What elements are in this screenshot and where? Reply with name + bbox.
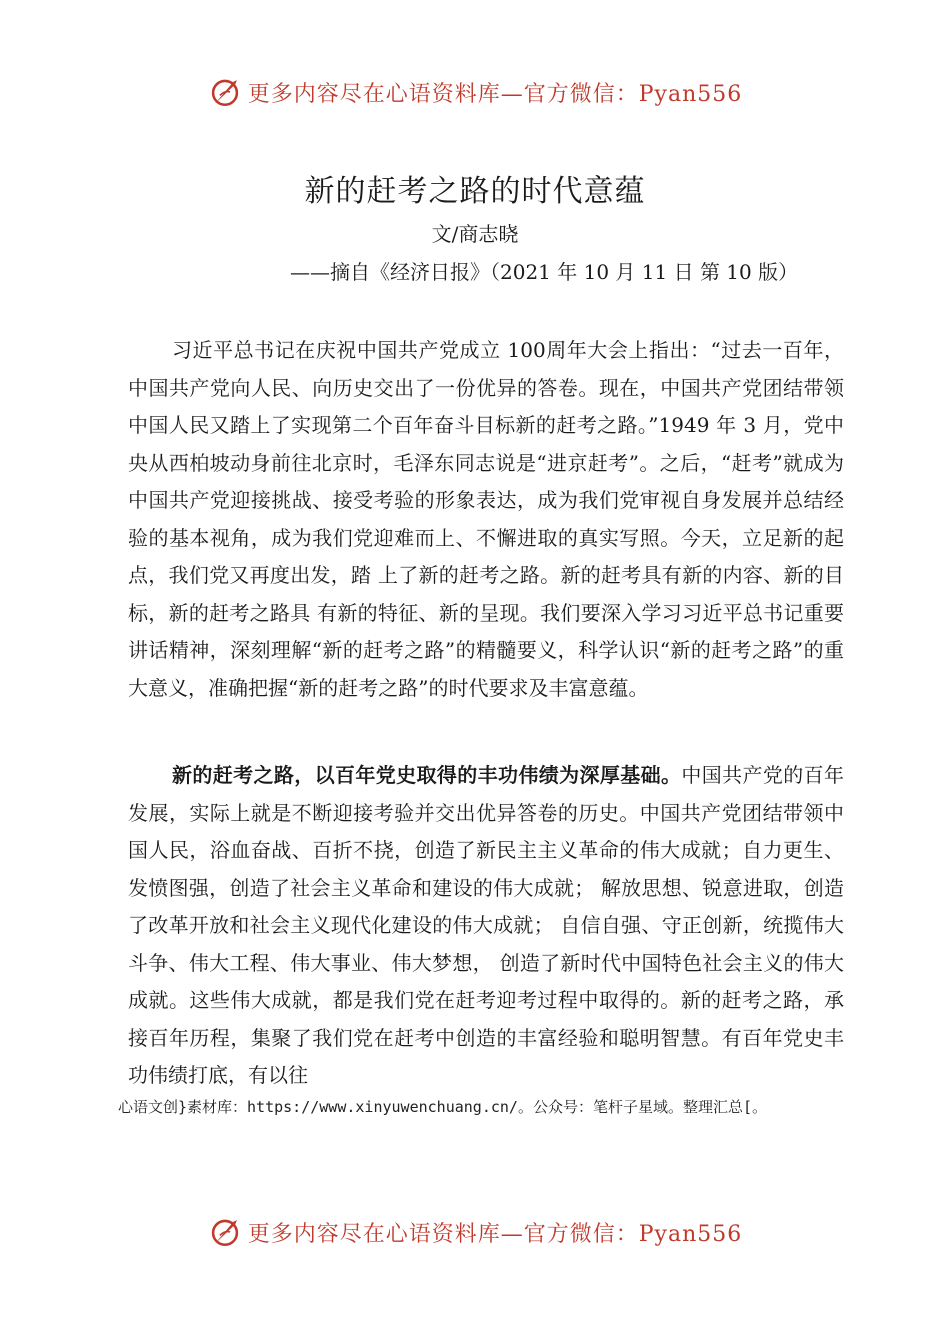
article-author: 文/商志晓 [431,222,519,246]
header-banner [0,72,950,112]
article-source: ——摘自《经济日报》（2021 年 10 月 11 日 第 10 版） [290,260,799,284]
paragraph-2 [128,757,844,1095]
paragraph-1: 习近平总书记在庆祝中国共产党成立 100周年大会上指出：“过去一百年，中国共产党向人民、向历史交出了一份优异的答卷。现在，中国共产党团结带领中国人民又踏上了实现第二个百年奋斗目标新的赶考之路。”1949 年 3 月，党中央从西柏坡动身前往北京时，毛泽东同志说是“进京赶考”。之后，“赶考”就成为中国共产党迎接挑战、接受考验的形象表达，成为我们党审视自身发展并总结经验的基本视角，成为我们党迎难而上、不懈进取的真实写照。今天，立足新的起点，我们党又再度出发，踏 上了新的赶考之路。新的赶考具有新的内容、新的目标，新的赶考之路具 有新的特征、新的呈现。我们要深入学习习近平总书记重要讲话精神，深刻理解“新的赶考之路”的精髓要义，科学认识“新的赶考之路”的重大意义，准确把握“新的赶考之路”的时代要求及丰富意蕴。 [128,338,844,700]
quill-logo-icon [208,75,242,109]
banner-text: 更多内容尽在心语资料库—官方微信：Pyan556 [247,1221,743,1247]
paragraph-2-lead: 新的赶考之路，以百年党史取得的丰功伟绩为深厚基础。 [172,763,682,787]
article-title: 新的赶考之路的时代意蕴 [304,174,646,209]
quill-logo-icon [208,1215,242,1249]
banner-text: 更多内容尽在心语资料库—官方微信：Pyan556 [247,81,743,107]
footer-banner [0,1212,950,1252]
paragraph-2-body: 中国共产党的百年发展，实际上就是不断迎接考验并交出优异答卷的历史。中国共产党团结带领中国人民，浴血奋战、百折不挠，创造了新民主主义革命的伟大成就；自力更生、发愤图强，创造了社会主义革命和建设的伟大成就； 解放思想、锐意进取，创造了改革开放和社会主义现代化建设的伟大成就； 自信自强、守正创新，统揽伟大斗争、伟大工程、伟大事业、伟大梦想， 创造了新时代中国特色社会主义的伟大成就。这些伟大成就，都是我们党在赶考迎考过程中取得的。新的赶考之路，承接百年历程，集聚了我们党在赶考中创造的丰富经验和聪明智慧。有百年党史丰功伟绩打底，有以往 [128,763,844,1087]
source-footnote: 心语文创}素材库：https://www.xinyuwenchuang.cn/。公众号：笔杆子星域。整理汇总[。 [118,1098,767,1116]
